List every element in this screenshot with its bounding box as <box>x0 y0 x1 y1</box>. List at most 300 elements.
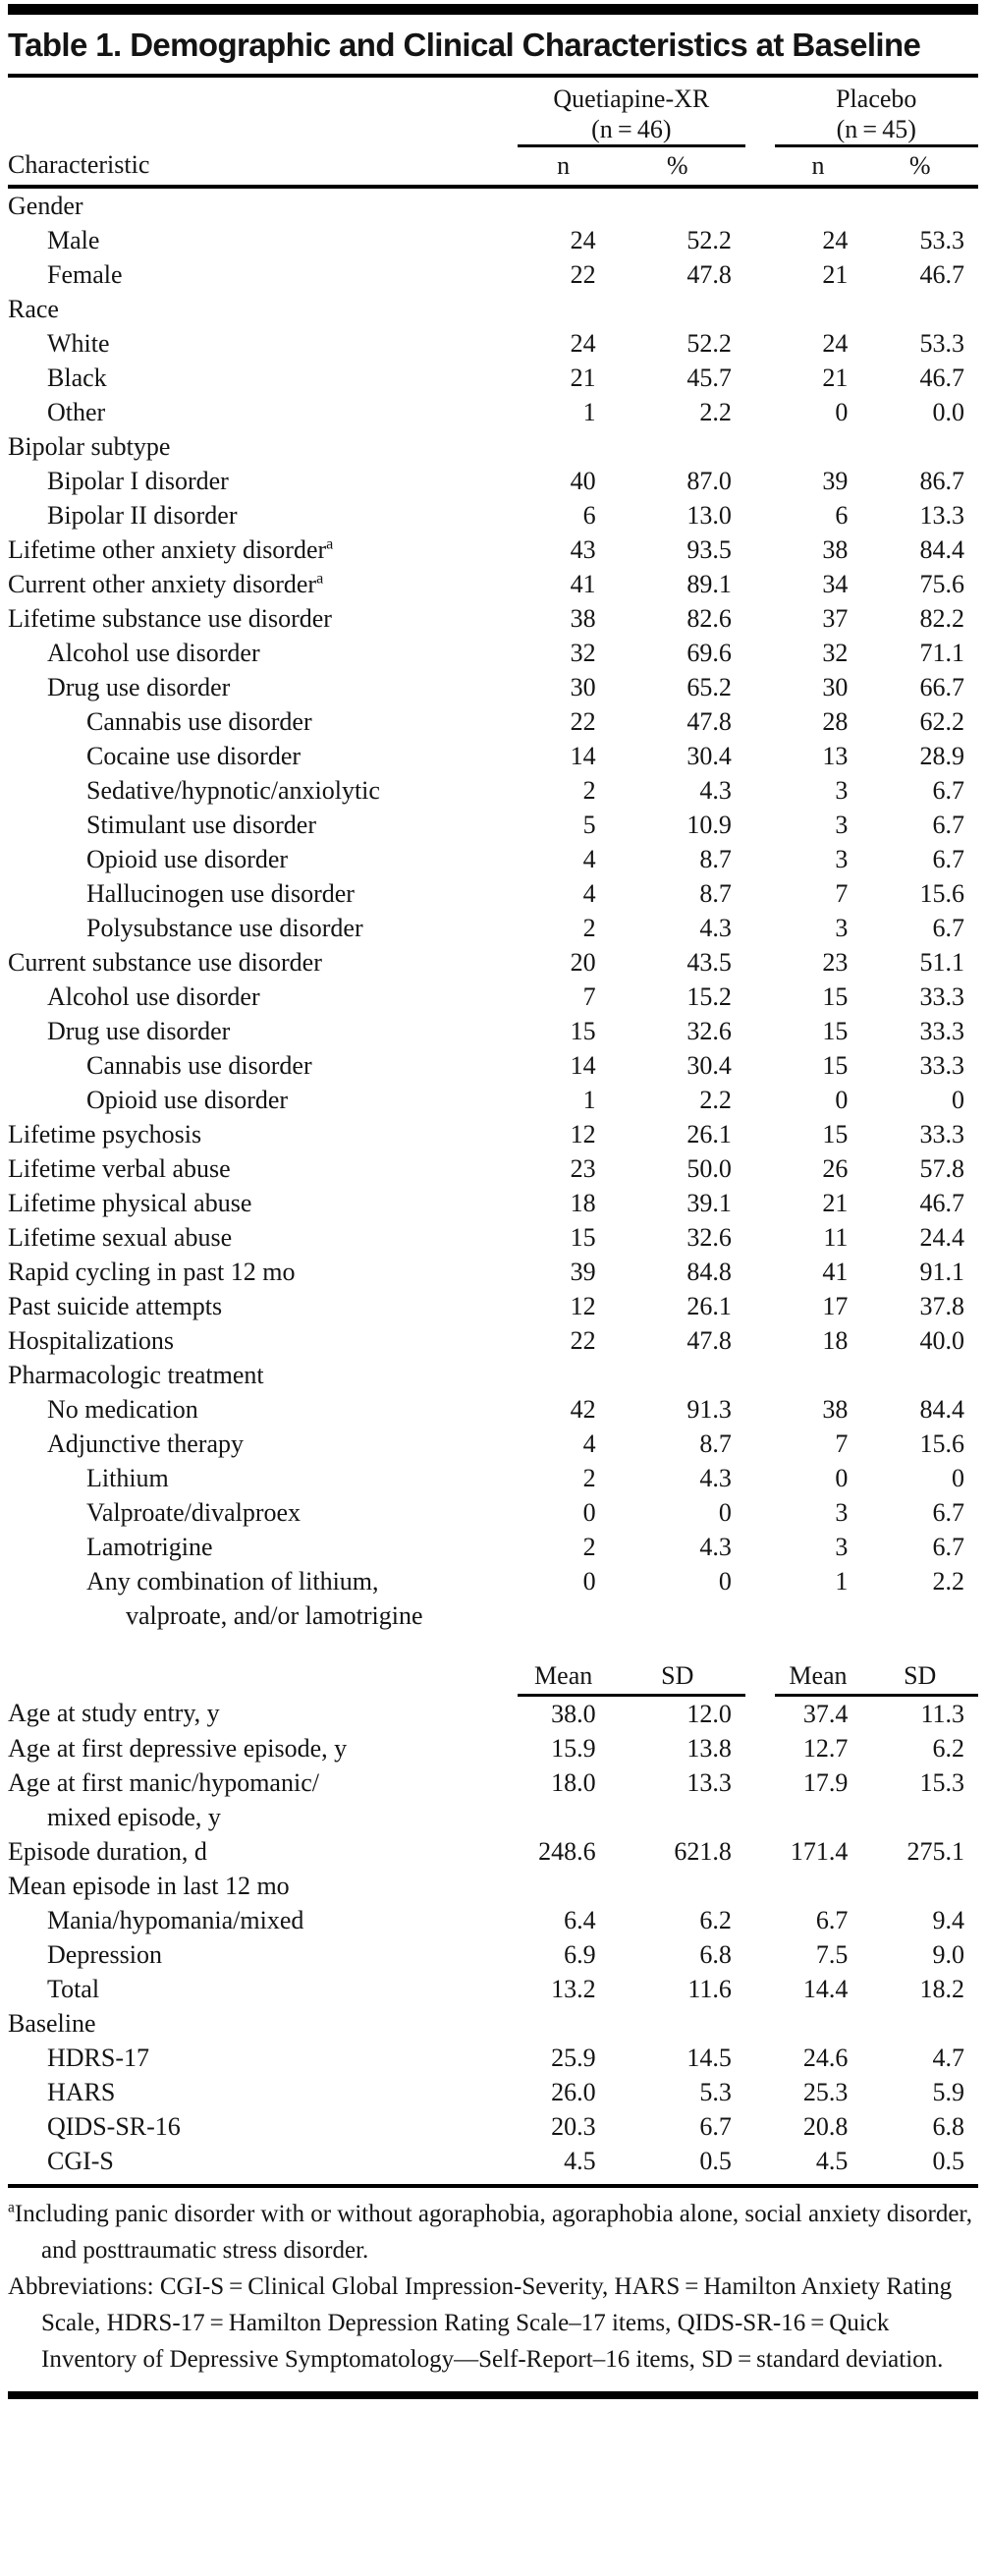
row-label: Female <box>47 260 123 289</box>
value-cell: 38.0 <box>551 1700 596 1728</box>
value-cell: 15.9 <box>551 1734 596 1763</box>
table-row <box>8 1903 978 1937</box>
value-cell: 30.4 <box>686 742 732 770</box>
table-row <box>8 1323 978 1358</box>
column-gap <box>745 1696 775 1732</box>
column-gap <box>745 2041 775 2075</box>
value-cell: 15 <box>822 1017 849 1045</box>
value-cell: 0 <box>952 1464 964 1492</box>
column-gap <box>745 1117 775 1151</box>
column-gap <box>745 1014 775 1048</box>
value-cell: 50.0 <box>686 1154 732 1183</box>
value-cell: 23 <box>822 948 849 977</box>
column-gap <box>745 980 775 1014</box>
section-row <box>8 1869 978 1903</box>
row-label: Adjunctive therapy <box>47 1429 244 1458</box>
value-cell: 11 <box>823 1223 849 1252</box>
value-cell: 30.4 <box>686 1051 732 1080</box>
table-header <box>8 84 978 187</box>
group-header-spacer <box>8 84 518 146</box>
value-cell <box>610 429 745 464</box>
value-cell <box>518 1869 610 1903</box>
value-cell: 2.2 <box>699 398 732 426</box>
value-cell: 3 <box>835 776 849 805</box>
value-cell: 53.3 <box>919 329 964 358</box>
row-label: No medication <box>47 1395 198 1424</box>
value-cell: 22 <box>570 707 596 736</box>
value-cell: 12 <box>570 1292 596 1320</box>
value-cell: 5 <box>582 811 596 839</box>
value-cell: 43 <box>570 535 596 564</box>
table-row <box>8 395 978 429</box>
value-cell: 84.4 <box>919 535 964 564</box>
value-cell: 14.5 <box>686 2044 732 2072</box>
value-cell: 32.6 <box>686 1017 732 1045</box>
column-gap <box>745 911 775 945</box>
table-row <box>8 1765 978 1834</box>
column-gap <box>745 223 775 257</box>
row-label: Cannabis use disorder <box>86 707 312 736</box>
value-cell: 8.7 <box>699 845 732 873</box>
value-cell: 4.7 <box>932 2044 964 2072</box>
value-cell: 14 <box>570 1051 596 1080</box>
table-row <box>8 1834 978 1869</box>
table-row <box>8 498 978 532</box>
value-cell: 86.7 <box>919 467 964 495</box>
pct-header-quetiapine: % <box>610 146 745 188</box>
row-label: Age at first manic/hypomanic/ mixed episode, y <box>8 1768 319 1831</box>
table-row <box>8 1427 978 1461</box>
group-n: (n = 45) <box>836 115 916 143</box>
value-cell <box>610 1869 745 1903</box>
column-gap <box>745 1461 775 1495</box>
value-cell: 12.0 <box>686 1700 732 1728</box>
value-cell: 6.9 <box>564 1940 596 1969</box>
baseline-table <box>8 84 978 2178</box>
value-cell: 4.3 <box>699 1533 732 1561</box>
value-cell: 6.7 <box>932 914 964 942</box>
column-gap <box>745 1937 775 1972</box>
value-cell: 13.0 <box>686 501 732 530</box>
counts-rows <box>8 187 978 1633</box>
table-row <box>8 1048 978 1083</box>
value-cell: 6.2 <box>699 1906 732 1934</box>
row-label: Hallucinogen use disorder <box>86 879 355 908</box>
value-cell: 91.1 <box>919 1258 964 1286</box>
row-label: Lithium <box>86 1464 169 1492</box>
table-row <box>8 2144 978 2178</box>
value-cell: 11.6 <box>687 1975 732 2003</box>
row-label: Hospitalizations <box>8 1326 174 1355</box>
value-cell: 6 <box>835 501 849 530</box>
value-cell: 47.8 <box>686 1326 732 1355</box>
value-cell <box>610 1358 745 1392</box>
value-cell: 30 <box>822 673 849 701</box>
column-gap <box>745 1083 775 1117</box>
value-cell: 52.2 <box>686 226 732 254</box>
value-cell: 41 <box>570 570 596 598</box>
value-cell: 0 <box>835 398 849 426</box>
value-cell: 62.2 <box>919 707 964 736</box>
table-row <box>8 773 978 808</box>
table-row <box>8 1117 978 1151</box>
table-row <box>8 670 978 704</box>
column-gap <box>745 2144 775 2178</box>
table-row <box>8 1392 978 1427</box>
table-row <box>8 2075 978 2109</box>
table-row <box>8 326 978 361</box>
table-row <box>8 361 978 395</box>
value-cell: 37.4 <box>802 1700 849 1728</box>
value-cell: 26 <box>822 1154 849 1183</box>
column-gap <box>745 464 775 498</box>
column-gap <box>745 1186 775 1220</box>
value-cell: 8.7 <box>699 879 732 908</box>
value-cell: 6.8 <box>699 1940 732 1969</box>
column-gap <box>745 1289 775 1323</box>
value-cell <box>775 429 862 464</box>
value-cell: 13.8 <box>686 1734 732 1763</box>
value-cell: 6.8 <box>932 2112 964 2141</box>
row-label: Valproate/divalproex <box>86 1498 302 1527</box>
column-gap <box>745 1530 775 1564</box>
row-label: Bipolar II disorder <box>47 501 238 530</box>
value-cell: 39 <box>570 1258 596 1286</box>
value-cell: 42 <box>570 1395 596 1424</box>
row-label: CGI-S <box>47 2147 114 2175</box>
value-cell: 93.5 <box>686 535 732 564</box>
group-gap <box>745 84 775 146</box>
group-n: (n = 46) <box>591 115 672 143</box>
column-gap <box>745 1048 775 1083</box>
table-row <box>8 532 978 567</box>
value-cell: 15 <box>822 1120 849 1148</box>
value-cell: 32 <box>570 639 596 667</box>
value-cell: 30 <box>570 673 596 701</box>
value-cell: 8.7 <box>699 1429 732 1458</box>
value-cell: 46.7 <box>919 260 964 289</box>
value-cell: 21 <box>822 364 849 392</box>
value-cell: 3 <box>835 1498 849 1527</box>
value-cell: 28.9 <box>919 742 964 770</box>
group-header-placebo <box>775 84 978 146</box>
row-label: Bipolar I disorder <box>47 467 229 495</box>
row-label: White <box>47 329 110 358</box>
value-cell: 15 <box>570 1017 596 1045</box>
value-cell: 84.8 <box>686 1258 732 1286</box>
value-cell: 6.7 <box>815 1906 849 1934</box>
table-row <box>8 636 978 670</box>
value-cell: 20.8 <box>802 2112 849 2141</box>
value-cell: 24 <box>570 329 596 358</box>
section-row <box>8 429 978 464</box>
value-cell: 18 <box>822 1326 849 1355</box>
characteristic-header: Characteristic <box>8 146 518 188</box>
column-gap <box>745 429 775 464</box>
column-gap <box>745 842 775 876</box>
value-cell: 4 <box>582 845 596 873</box>
value-cell: 71.1 <box>919 639 964 667</box>
table-row <box>8 1186 978 1220</box>
table-row <box>8 1220 978 1255</box>
value-cell: 4.3 <box>699 1464 732 1492</box>
value-cell: 9.0 <box>932 1940 964 1969</box>
row-label: Depression <box>47 1940 162 1969</box>
value-cell: 91.3 <box>686 1395 732 1424</box>
table-row <box>8 1014 978 1048</box>
value-cell <box>775 187 862 223</box>
column-gap <box>745 1255 775 1289</box>
table-row <box>8 1461 978 1495</box>
value-cell: 32 <box>822 639 849 667</box>
column-gap <box>745 2109 775 2144</box>
value-cell: 6.7 <box>932 845 964 873</box>
value-cell: 7 <box>835 1429 849 1458</box>
value-cell: 11.3 <box>920 1700 964 1728</box>
value-cell: 12.7 <box>802 1734 849 1763</box>
value-cell: 87.0 <box>686 467 732 495</box>
value-cell: 26.1 <box>686 1292 732 1320</box>
row-label: Drug use disorder <box>47 1017 231 1045</box>
value-cell: 24.6 <box>802 2044 849 2072</box>
column-gap <box>745 1495 775 1530</box>
table-row <box>8 1530 978 1564</box>
table-row <box>8 1731 978 1765</box>
value-cell: 89.1 <box>686 570 732 598</box>
row-label: Lamotrigine <box>86 1533 213 1561</box>
value-cell: 0.5 <box>932 2147 964 2175</box>
value-cell: 6.7 <box>932 811 964 839</box>
value-cell: 2 <box>582 1533 596 1561</box>
value-cell: 0.5 <box>699 2147 732 2175</box>
value-cell: 6.7 <box>699 2112 732 2141</box>
value-cell: 6.7 <box>932 1498 964 1527</box>
row-label: Lifetime sexual abuse <box>8 1223 233 1252</box>
value-cell: 28 <box>822 707 849 736</box>
value-cell: 2 <box>582 776 596 805</box>
value-cell <box>861 187 978 223</box>
column-gap <box>745 257 775 292</box>
value-cell: 33.3 <box>919 1120 964 1148</box>
value-cell <box>518 292 610 326</box>
value-cell: 7.5 <box>815 1940 849 1969</box>
column-gap <box>745 1358 775 1392</box>
value-cell: 0 <box>952 1086 964 1114</box>
value-cell: 40.0 <box>919 1326 964 1355</box>
value-cell <box>610 2006 745 2041</box>
value-cell: 45.7 <box>686 364 732 392</box>
row-label: Current substance use disorder <box>8 948 322 977</box>
row-label: Lifetime substance use disorder <box>8 604 332 633</box>
value-cell: 84.4 <box>919 1395 964 1424</box>
row-label: Pharmacologic treatment <box>8 1361 264 1389</box>
value-cell: 5.9 <box>932 2078 964 2106</box>
value-cell: 12 <box>570 1120 596 1148</box>
value-cell: 33.3 <box>919 1051 964 1080</box>
row-label: Race <box>8 295 59 323</box>
row-label: Gender <box>8 192 83 220</box>
value-cell: 0.0 <box>932 398 964 426</box>
value-cell <box>610 187 745 223</box>
value-cell: 24 <box>822 226 849 254</box>
column-gap <box>745 704 775 739</box>
group-header-quetiapine <box>518 84 745 146</box>
group-name: Placebo <box>836 84 917 113</box>
value-cell: 15.6 <box>919 1429 964 1458</box>
table-row <box>8 2041 978 2075</box>
column-gap <box>745 1834 775 1869</box>
value-cell: 14.4 <box>802 1975 849 2003</box>
value-cell: 38 <box>822 535 849 564</box>
value-cell: 34 <box>822 570 849 598</box>
column-gap <box>745 187 775 223</box>
value-cell: 66.7 <box>919 673 964 701</box>
column-gap <box>745 1323 775 1358</box>
value-cell: 13.2 <box>551 1975 596 2003</box>
table-row <box>8 980 978 1014</box>
table-row <box>8 842 978 876</box>
value-cell: 17 <box>822 1292 849 1320</box>
value-cell <box>775 2006 862 2041</box>
column-gap <box>745 1220 775 1255</box>
table-row <box>8 1151 978 1186</box>
column-gap <box>745 292 775 326</box>
value-cell: 2 <box>582 914 596 942</box>
value-cell: 4 <box>582 879 596 908</box>
value-cell: 26.0 <box>551 2078 596 2106</box>
top-rule <box>8 4 978 15</box>
mean-sd-gap <box>745 1658 775 1696</box>
row-label: Lifetime physical abuse <box>8 1189 252 1217</box>
column-gap <box>745 1427 775 1461</box>
table-row <box>8 567 978 601</box>
footnote: $^a$Including panic disorder with or without agoraphobia, agoraphobia alone, social anxiety disorder, and posttraumatic stress disorder. <box>8 2199 973 2264</box>
row-label: Other <box>47 398 106 426</box>
table-row <box>8 945 978 980</box>
table-row <box>8 1972 978 2006</box>
row-label: Alcohol use disorder <box>47 639 260 667</box>
column-gap <box>745 1564 775 1633</box>
value-cell: 0 <box>582 1567 596 1596</box>
row-label: Cannabis use disorder <box>86 1051 312 1080</box>
value-cell: 82.2 <box>919 604 964 633</box>
table-row <box>8 911 978 945</box>
value-cell <box>861 2006 978 2041</box>
value-cell: 18.2 <box>919 1975 964 2003</box>
value-cell: 275.1 <box>906 1837 964 1866</box>
value-cell: 6.4 <box>564 1906 596 1934</box>
column-gap <box>745 945 775 980</box>
pct-header-placebo: % <box>861 146 978 188</box>
value-cell <box>861 429 978 464</box>
value-cell: 24 <box>822 329 849 358</box>
value-cell: 22 <box>570 260 596 289</box>
column-gap <box>745 1972 775 2006</box>
table-row <box>8 2109 978 2144</box>
row-label: Mania/hypomania/mixed <box>47 1906 304 1934</box>
value-cell: 41 <box>822 1258 849 1286</box>
value-cell: 47.8 <box>686 260 732 289</box>
value-cell: 15 <box>822 1051 849 1080</box>
sd-header-placebo: SD <box>861 1658 978 1696</box>
value-cell <box>861 1358 978 1392</box>
column-gap <box>745 1731 775 1765</box>
value-cell: 2.2 <box>932 1567 964 1596</box>
value-cell: 21 <box>570 364 596 392</box>
value-cell: 3 <box>835 811 849 839</box>
row-label: Male <box>47 226 100 254</box>
value-cell: 13.3 <box>919 501 964 530</box>
section-row <box>8 187 978 223</box>
section-row <box>8 2006 978 2041</box>
column-gap <box>745 498 775 532</box>
mean-sd-spacer <box>8 1658 518 1696</box>
value-cell <box>775 1358 862 1392</box>
value-cell: 15.2 <box>686 982 732 1011</box>
column-gap <box>745 2006 775 2041</box>
row-label: Baseline <box>8 2009 96 2038</box>
value-cell: 15.3 <box>919 1768 964 1797</box>
table-row <box>8 601 978 636</box>
column-gap <box>745 1869 775 1903</box>
row-label: Drug use disorder <box>47 673 231 701</box>
column-gap <box>745 532 775 567</box>
column-gap <box>745 2075 775 2109</box>
table-row <box>8 1696 978 1732</box>
column-gap <box>745 1903 775 1937</box>
footnotes <box>8 2188 978 2391</box>
row-label: Rapid cycling in past 12 mo <box>8 1258 296 1286</box>
n-header-quetiapine: n <box>518 146 610 188</box>
row-label: Total <box>47 1975 100 2003</box>
mean-sd-header <box>8 1633 978 1696</box>
value-cell <box>518 2006 610 2041</box>
value-cell: 37.8 <box>919 1292 964 1320</box>
column-gap <box>745 326 775 361</box>
value-cell: 21 <box>822 1189 849 1217</box>
value-cell: 24.4 <box>919 1223 964 1252</box>
row-label: Bipolar subtype <box>8 432 171 461</box>
row-label: Sedative/hypnotic/anxiolytic <box>86 776 380 805</box>
row-label: Current other anxiety disorder$^a$ <box>8 570 324 598</box>
value-cell: 39 <box>822 467 849 495</box>
value-cell: 21 <box>822 260 849 289</box>
group-header-row <box>8 84 978 146</box>
table-row <box>8 223 978 257</box>
value-cell: 25.9 <box>551 2044 596 2072</box>
spacer-row <box>8 1633 978 1658</box>
value-cell: 26.1 <box>686 1120 732 1148</box>
value-cell: 4.3 <box>699 776 732 805</box>
value-cell: 171.4 <box>790 1837 849 1866</box>
value-cell: 38 <box>822 1395 849 1424</box>
value-cell: 0 <box>835 1464 849 1492</box>
value-cell: 13.3 <box>686 1768 732 1797</box>
row-label: Opioid use disorder <box>86 1086 289 1114</box>
value-cell: 2 <box>582 1464 596 1492</box>
value-cell <box>775 1869 862 1903</box>
value-cell: 1 <box>835 1567 849 1596</box>
mean-sd-rows <box>8 1696 978 2179</box>
row-label: Stimulant use disorder <box>86 811 316 839</box>
row-label: HDRS-17 <box>47 2044 150 2072</box>
table-row <box>8 704 978 739</box>
value-cell: 33.3 <box>919 982 964 1011</box>
value-cell: 15 <box>822 982 849 1011</box>
column-header-row <box>8 146 978 188</box>
column-gap <box>745 601 775 636</box>
column-gap <box>745 636 775 670</box>
